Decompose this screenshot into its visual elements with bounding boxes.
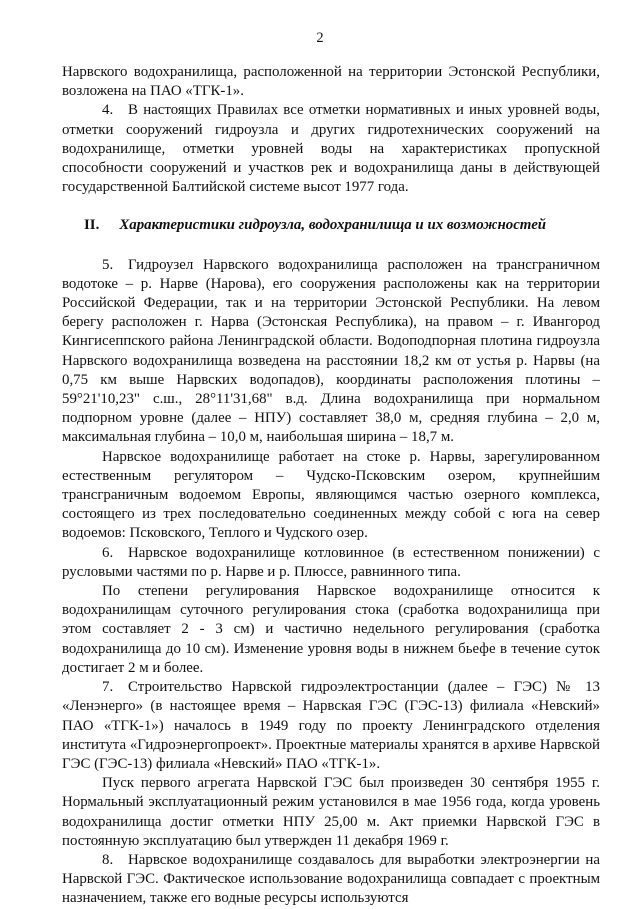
document-body <box>62 63 600 909</box>
paragraph-7: 7. Строительство Нарвской гидроэлектростанции (далее – ГЭС) № 13 «Ленэнерго» (в настоящее время – Нарвская ГЭС (ГЭС-13) филиала «Невский» ПАО «ТГК-1») началось в 1949 году по проекту Ленинградского отделения института «Гидроэнергопроект». Проектные материалы хранятся в архиве Нарвской ГЭС (ГЭС-13) филиала «Невский» ПАО «ТГК-1». <box>62 679 600 772</box>
page-number: 2 <box>316 30 324 46</box>
paragraph-5-cont: Нарвское водохранилище работает на стоке р. Нарвы, зарегулированном естественным регулятором – Чудско-Псковским озером, крупнейшим трансграничным водоемом Европы, являющимся частью озерного комплекса, состоящего из трех последовательно соединенных между собой с юга на север водоемов: Псковского, Теплого и Чудского озер. <box>62 448 600 542</box>
paragraph-8: 8. Нарвское водохранилище создавалось для выработки электроэнергии на Нарвской ГЭС. Фактическое использование водохранилища совпадает с проектным назначением, также его водные ресурсы используются <box>62 851 600 907</box>
paragraph-6-cont: По степени регулирования Нарвское водохранилище относится к водохранилищам суточного регулирования стока (сработка водохранилища при этом составляет 2 - 3 см) и частично недельного регулирования (сработка водохранилища до 10 см). Изменение уровня воды в нижнем бьефе в течение суток достигает 2 м и более. <box>62 583 600 676</box>
paragraph-7-cont: Пуск первого агрегата Нарвской ГЭС был произведен 30 сентября 1955 г. Нормальный эксплуатационный режим установился в мае 1956 года, когда уровень водохранилища достиг отметки НПУ 25,00 м. Акт приемки Нарвской ГЭС в постоянную эксплуатацию был утвержден 11 декабря 1969 г. <box>62 775 600 849</box>
paragraph-4: 4. В настоящих Правилах все отметки нормативных и иных уровней воды, отметки сооружений гидроузла и других гидротехнических сооружений на водохранилище, отметки уровней воды на характеристиках пропускной способности сооружений и участков рек и водохранилища даны в действующей государственной Балтийской системе высот 1977 года. <box>62 102 600 196</box>
paragraph-5: 5. Гидроузел Нарвского водохранилища расположен на трансграничном водотоке – р. Нарве (Нарова), его сооружения расположены как на территории Российской Федерации, так и на территории Эстонской Республики. На левом берегу расположен г. Нарва (Эстонская Республика), на правом – г. Ивангород Кингисеппского района Ленинградской области. Водоподпорная плотина гидроузла Нарвского водохранилища возведена на расстоянии 18,2 км от устья р. Нарвы (на 0,75 км выше Нарвских водопадов), координаты расположения плотины – 59°21'10,23" с.ш., 28°11'31,68" в.д. Длина водохранилища при нормальном подпорном уровне (далее – НПУ) составляет 38,0 м, средняя глубина – 2,0 м, максимальная глубина – 10,0 м, наибольшая ширина – 18,7 м. <box>62 256 600 446</box>
section-number: II. <box>84 217 100 234</box>
section-heading <box>62 216 600 235</box>
paragraph-6: 6. Нарвское водохранилище котловинное (в естественном понижении) с русловыми частями по р. Нарве и р. Плюссе, равнинного типа. <box>62 544 600 580</box>
section-title: Характеристики гидроузла, водохранилища и их возможностей <box>119 217 547 234</box>
paragraph-continuation: Нарвского водохранилища, расположенной на территории Эстонской Республики, возложена на ПАО «ТГК-1». <box>62 64 600 100</box>
